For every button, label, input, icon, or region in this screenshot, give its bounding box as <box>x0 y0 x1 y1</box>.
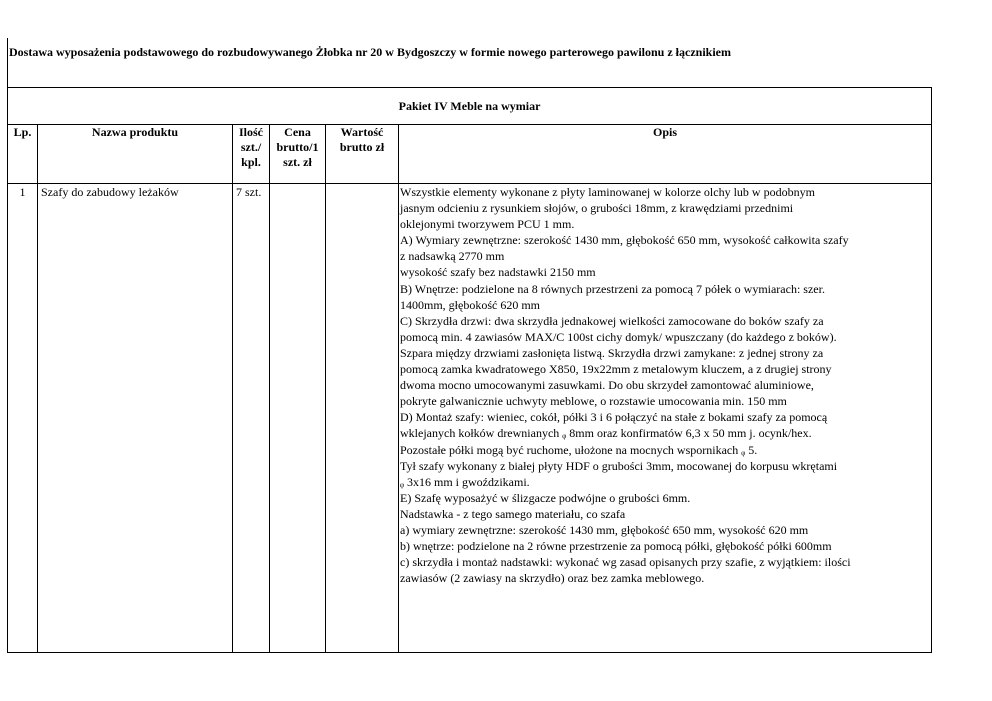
description-line: B) Wnętrze: podzielone na 8 równych przestrzeni za pomocą 7 półek o wymiarach: szer. <box>400 281 825 296</box>
description-line: 1400mm, głębokość 620 mm <box>400 297 540 312</box>
description-line: Nadstawka - z tego samego materiału, co szafa <box>400 506 626 521</box>
description-line: wysokość szafy bez nadstawki 2150 mm <box>400 265 596 280</box>
header-quantity: Ilość szt./ kpl. <box>233 125 270 184</box>
offer-table <box>7 87 932 653</box>
description-line: E) Szafę wyposażyć w ślizgacze podwójne o grubości 6mm. <box>400 490 691 505</box>
description-line: a) wymiary zewnętrzne: szerokość 1430 mm, głębokość 650 mm, wysokość 620 mm <box>400 522 809 537</box>
description-line: b) wnętrze: podzielone na 2 równe przestrzenie za pomocą półki, głębokość półki 600mm <box>400 539 832 554</box>
description-line: Tył szafy wykonany z białej płyty HDF o grubości 3mm, mocowanej do korpusu wkrętami <box>400 458 838 473</box>
header-lp: Lp. <box>8 125 38 184</box>
description-line: z nadsawką 2770 mm <box>400 249 505 264</box>
description-line: A) Wymiary zewnętrzne: szerokość 1430 mm, głębokość 650 mm, wysokość całkowita szafy <box>400 233 849 248</box>
header-value: Wartość brutto zł <box>326 125 399 184</box>
description-line: pokryte galwanicznie uchwyty meblowe, o rozstawie umocowania min. 150 mm <box>400 394 787 409</box>
table-header-row <box>8 125 932 184</box>
description-line: zawiasów (2 zawiasy na skrzydło) oraz bez zamka meblowego. <box>400 571 705 586</box>
package-title: Pakiet IV Meble na wymiar <box>8 88 932 125</box>
description-line: wklejanych kołków drewnianych ᵩ 8mm oraz konfirmatów 6,3 x 50 mm j. ocynk/hex. <box>400 426 812 441</box>
description-line: oklejonymi tworzywem PCU 1 mm. <box>400 217 575 232</box>
row-lp: 1 <box>8 184 38 653</box>
description-line: Wszystkie elementy wykonane z płyty laminowanej w kolorze olchy lub w podobnym <box>400 185 815 199</box>
row-quantity: 7 szt. <box>233 184 270 653</box>
row-unit-price <box>270 184 326 653</box>
left-border-line <box>7 38 8 87</box>
description-line: c) skrzydła i montaż nadstawki: wykonać wg zasad opisanych przy szafie, z wyjątkiem: ilości <box>400 555 851 570</box>
document-title: Dostawa wyposażenia podstawowego do rozbudowywanego Żłobka nr 20 w Bydgoszczy w formie nowego parterowego pawilonu z łącznikiem <box>9 45 732 59</box>
description-line: Pozostałe półki mogą być ruchome, ułożone na mocnych wspornikach ᵩ 5. <box>400 442 758 457</box>
description-line: D) Montaż szafy: wieniec, cokół, półki 3 i 6 połączyć na stałe z bokami szafy za pomocą <box>400 410 828 425</box>
description-line: ᵩ 3x16 mm i gwoździkami. <box>400 474 530 489</box>
description-line: jasnym odcieniu z rysunkiem słojów, o grubości 18mm, z krawędziami przednimi <box>400 201 794 216</box>
row-value <box>326 184 399 653</box>
row-product-name: Szafy do zabudowy leżaków <box>38 184 233 653</box>
header-description: Opis <box>399 125 932 184</box>
table-row <box>8 184 932 653</box>
row-description <box>399 184 932 653</box>
description-line: pomocą min. 4 zawiasów MAX/C 100st cichy domyk/ wpuszczany (do każdego z boków). <box>400 329 837 344</box>
description-line: C) Skrzydła drzwi: dwa skrzydła jednakowej wielkości zamocowane do boków szafy za <box>400 313 824 328</box>
description-line: pomocą zamka kwadratowego X850, 19x22mm z metalowym kluczem, a z drugiej strony <box>400 362 832 377</box>
description-line: Szpara między drzwiami zasłonięta listwą. Skrzydła drzwi zamykane: z jednej strony za <box>400 345 824 360</box>
description-line: dwoma mocno umocowanymi zasuwkami. Do obu skrzydeł zamontować aluminiowe, <box>400 378 814 393</box>
header-unit-price: Cena brutto/1 szt. zł <box>270 125 326 184</box>
header-product-name: Nazwa produktu <box>38 125 233 184</box>
